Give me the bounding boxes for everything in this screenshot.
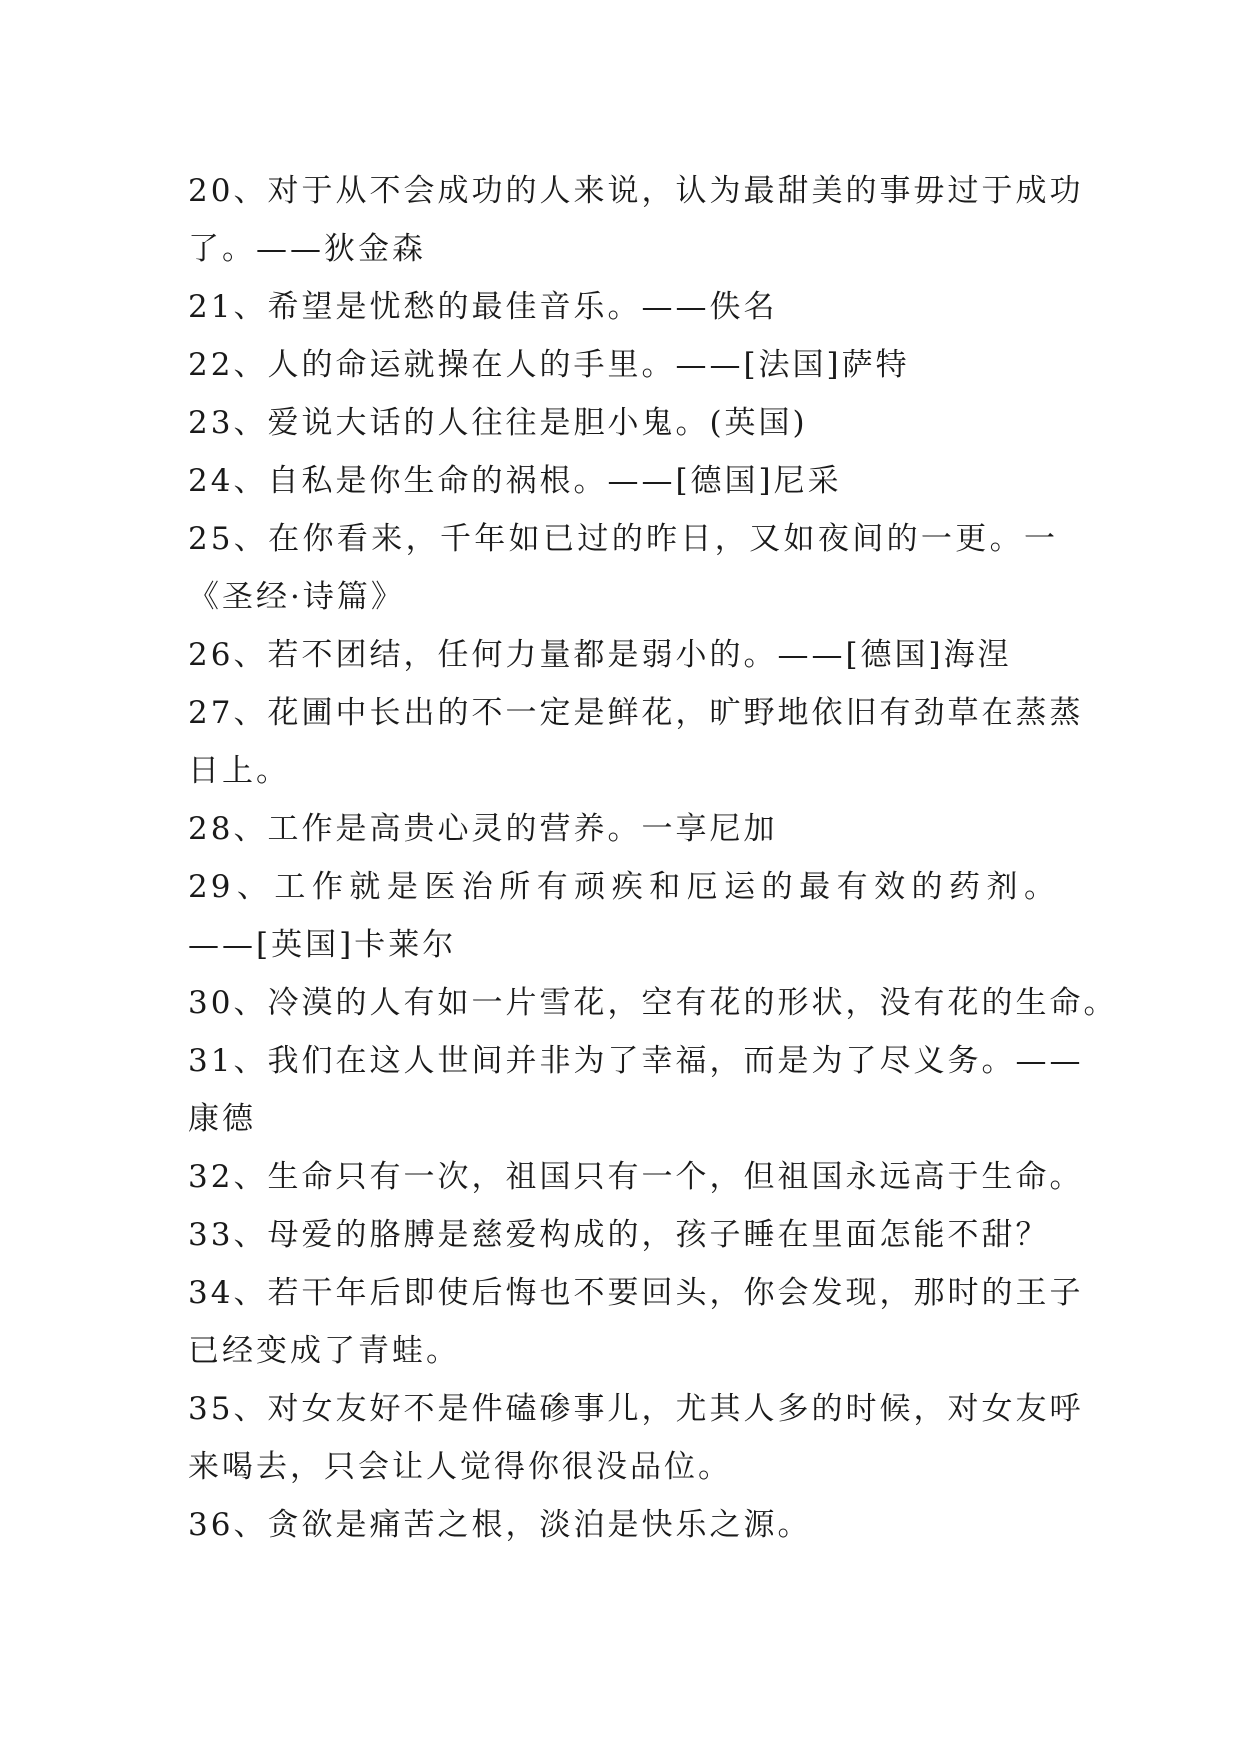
text-line: 来喝去，只会让人觉得你很没品位。: [188, 1449, 732, 1485]
text-line: 日上。: [188, 753, 290, 789]
text-line: 35、对女友好不是件磕碜事儿，尤其人多的时候，对女友呼: [188, 1391, 1084, 1427]
text-line: 29、工作就是医治所有顽疾和厄运的最有效的药剂。: [188, 869, 1058, 905]
text-line: ——[英国]卡莱尔: [188, 927, 457, 963]
text-line: 20、对于从不会成功的人来说，认为最甜美的事毋过于成功: [188, 173, 1084, 209]
text-line: 33、母爱的胳膊是慈爱构成的，孩子睡在里面怎能不甜？: [188, 1217, 1050, 1253]
text-line: 34、若干年后即使后悔也不要回头，你会发现，那时的王子: [188, 1275, 1084, 1311]
text-line: 21、希望是忧愁的最佳音乐。——佚名: [188, 289, 778, 325]
text-line: 了。——狄金森: [188, 231, 426, 267]
text-line: 22、人的命运就操在人的手里。——[法国]萨特: [188, 347, 910, 383]
quote-list: [188, 162, 1118, 1554]
text-line: 28、工作是高贵心灵的营养。一享尼加: [188, 811, 778, 847]
text-line: 25、在你看来，千年如已过的昨日，又如夜间的一更。一: [188, 521, 1058, 557]
text-line: 36、贪欲是痛苦之根，淡泊是快乐之源。: [188, 1507, 812, 1543]
text-line: 30、冷漠的人有如一片雪花，空有花的形状，没有花的生命。: [188, 985, 1118, 1021]
text-line: 31、我们在这人世间并非为了幸福，而是为了尽义务。——: [188, 1043, 1084, 1079]
text-line: 已经变成了青蛙。: [188, 1333, 460, 1369]
text-line: 24、自私是你生命的祸根。——[德国]尼采: [188, 463, 842, 499]
text-line: 27、花圃中长出的不一定是鲜花，旷野地依旧有劲草在蒸蒸: [188, 695, 1084, 731]
text-line: 康德: [188, 1101, 256, 1137]
text-line: 23、爱说大话的人往往是胆小鬼。(英国): [188, 405, 808, 441]
text-line: 26、若不团结，任何力量都是弱小的。——[德国]海涅: [188, 637, 1012, 673]
text-line: 32、生命只有一次，祖国只有一个，但祖国永远高于生命。: [188, 1159, 1084, 1195]
text-line: 《圣经·诗篇》: [188, 579, 405, 615]
